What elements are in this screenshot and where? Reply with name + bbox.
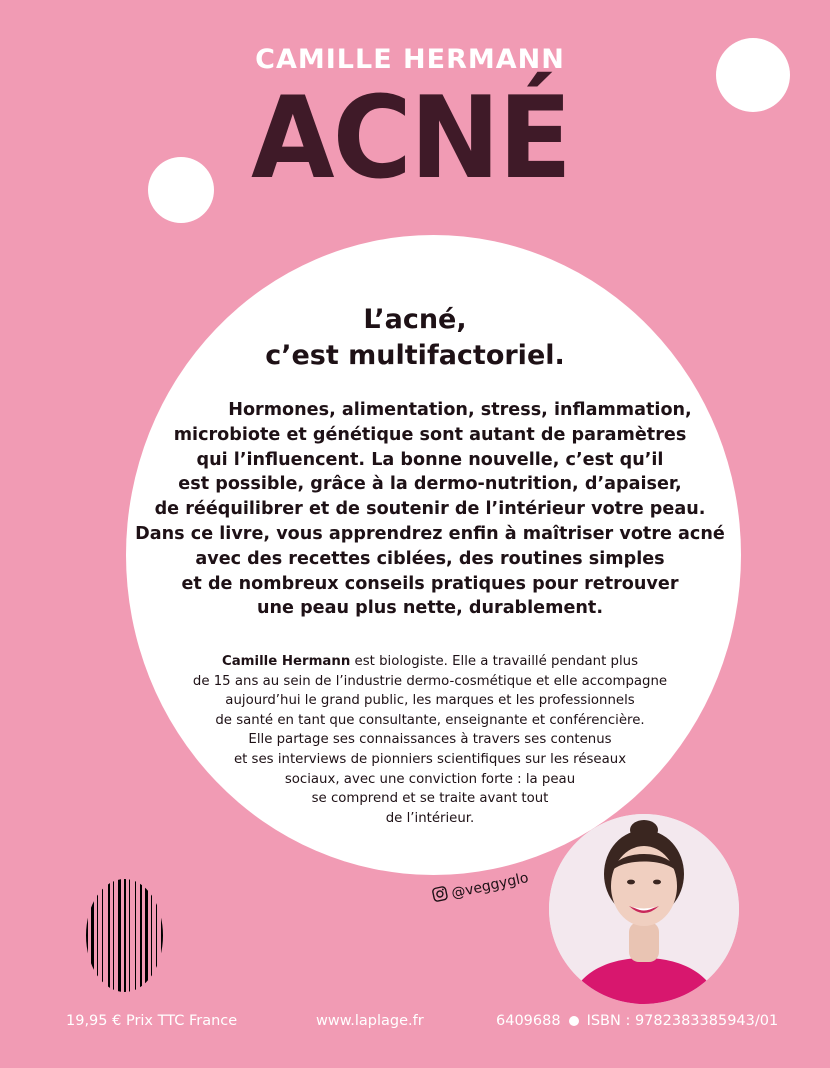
barcode-bar [113, 879, 114, 992]
barcode-graphic [86, 879, 163, 992]
bio-line: se comprend et se traite avant tout [311, 791, 549, 807]
author-name-header: CAMILLE HERMANN [255, 44, 565, 75]
price-label: 19,95 € Prix TTC France [66, 1013, 238, 1029]
instagram-icon [431, 885, 450, 907]
pitch-line: Dans ce livre, vous apprendrez enfin à maîtriser votre acné [135, 523, 725, 544]
barcode [86, 879, 163, 992]
pitch-line: qui l’influencent. La bonne nouvelle, c’est qu’il [196, 449, 664, 470]
barcode-bar [161, 879, 163, 992]
instagram-handle[interactable]: @veggyglo [449, 869, 530, 902]
pitch-line: et de nombreux conseils pratiques pour retrouver [181, 573, 679, 594]
bio-line: Elle partage ses connaissances à travers ses contenus [248, 732, 612, 748]
website-link[interactable]: www.laplage.fr [316, 1013, 424, 1029]
pitch-line: est possible, grâce à la dermo-nutrition, d’apaiser, [178, 474, 682, 495]
bio-line-rest: est biologiste. Elle a travaillé pendant plus [350, 654, 639, 669]
pitch-paragraph [125, 398, 735, 621]
barcode-bar [102, 879, 103, 992]
headline-line-1: L’acné, [363, 304, 467, 335]
bio-line: et ses interviews de pionniers scientifiques sur les réseaux [233, 751, 627, 767]
headline-line-2: c’est multifactoriel. [265, 340, 565, 371]
barcode-bar [97, 879, 98, 992]
product-code: 6409688 [496, 1013, 561, 1029]
barcode-bar [135, 879, 136, 992]
barcode-bar [129, 879, 130, 992]
headline [0, 302, 830, 374]
barcode-bar [91, 879, 94, 992]
barcode-bar [145, 879, 148, 992]
pitch-line: une peau plus nette, durablement. [256, 598, 604, 619]
bio-line: sociaux, avec une conviction forte : la peau [284, 771, 576, 787]
bio-line [160, 652, 700, 672]
bio-line: de 15 ans au sein de l’industrie dermo-cosmétique et elle accompagne [192, 673, 668, 689]
author-photo [549, 814, 739, 1004]
bio-line: de l’intérieur. [385, 810, 475, 826]
barcode-bar [156, 879, 157, 992]
separator-dot [569, 1016, 579, 1026]
barcode-bar [124, 879, 126, 992]
isbn-number: ISBN : 9782383385943/01 [586, 1013, 779, 1029]
pitch-line: avec des recettes ciblées, des routines simples [195, 548, 665, 569]
bio-author-name: Camille Hermann [221, 654, 351, 669]
pitch-line: de rééquilibrer et de soutenir de l’intérieur votre peau. [154, 499, 706, 520]
pitch-line: Hormones, alimentation, stress, inflammation, [228, 400, 692, 420]
barcode-bar [118, 879, 121, 992]
book-title: ACNÉ [250, 72, 570, 205]
bio-line: aujourd’hui le grand public, les marques et les professionnels [225, 693, 635, 709]
barcode-bar [86, 879, 88, 992]
barcode-bar [140, 879, 142, 992]
pitch-line: microbiote et génétique sont autant de paramètres [173, 424, 687, 445]
bio-line: de santé en tant que consultante, enseignante et conférencière. [215, 712, 645, 728]
isbn-line [496, 1013, 778, 1029]
barcode-bar [108, 879, 110, 992]
barcode-bar [151, 879, 152, 992]
author-bio [160, 652, 700, 828]
author-portrait-illustration [549, 814, 739, 1004]
